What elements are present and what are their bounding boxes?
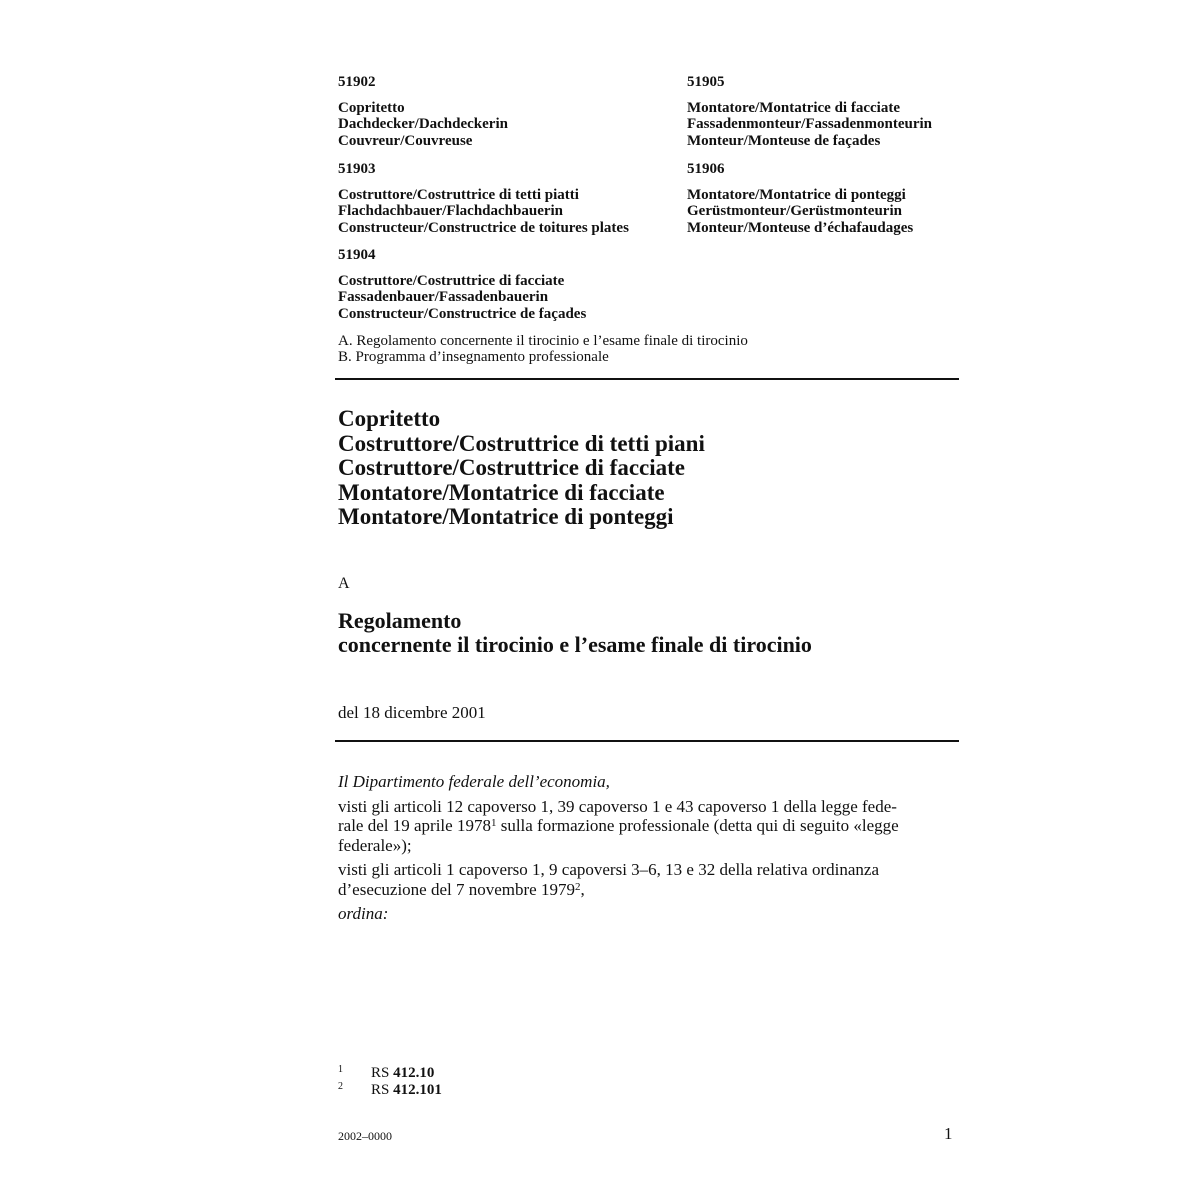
footnote-reference: 412.101 xyxy=(393,1081,442,1098)
occupation-name-de: Gerüstmonteur/Gerüstmonteurin xyxy=(687,203,902,220)
occupation-name-it: Montatore/Montatrice di facciate xyxy=(687,100,900,116)
paragraph-text: visti gli articoli 1 capoverso 1, 9 capoversi 3–6, 13 e 32 della relativa ordinanza xyxy=(338,860,879,879)
document-code: 2002–0000 xyxy=(338,1129,392,1143)
occupation-name-fr: Monteur/Monteuse d’échafaudages xyxy=(687,219,914,236)
paragraph-text: sulla formazione professionale (detta qui di seguito «legge xyxy=(496,816,899,835)
closing-word: ordina: xyxy=(338,904,389,923)
footnote-ref-2[interactable]: 2 xyxy=(574,880,581,893)
section-letter: A xyxy=(338,575,350,592)
paragraph-text: federale»); xyxy=(338,835,412,855)
paragraph-text: d’esecuzione del 7 novembre 1979 xyxy=(338,879,575,899)
part-b-line: B. Programma d’insegnamento professionale xyxy=(338,349,609,365)
occupation-name-it: Montatore/Montatrice di ponteggi xyxy=(687,187,906,203)
occupation-block-51905 xyxy=(687,74,1017,149)
occupation-name-fr: Constructeur/Constructrice de façades xyxy=(338,305,587,322)
occupation-name-it: Copritetto xyxy=(338,100,405,116)
occupation-name-de: Fassadenmonteur/Fassadenmonteurin xyxy=(687,116,933,133)
occupation-code: 51905 xyxy=(687,74,725,90)
occupation-name-fr: Constructeur/Constructrice de toitures plates xyxy=(338,219,629,236)
occupation-name-de: Fassadenbauer/Fassadenbauerin xyxy=(338,289,549,306)
preamble-paragraph-2 xyxy=(338,860,950,899)
occupation-code: 51902 xyxy=(338,74,376,90)
main-title-line: Copritetto xyxy=(338,406,441,431)
occupation-name-fr: Monteur/Monteuse de façades xyxy=(687,132,881,149)
issuing-authority: Il Dipartimento federale dell’economia, xyxy=(338,772,610,791)
main-title-line: Montatore/Montatrice di facciate xyxy=(338,479,665,505)
divider-rule-bottom xyxy=(335,740,959,742)
occupation-block-51906 xyxy=(687,161,1017,236)
footnote-prefix: RS xyxy=(371,1081,394,1098)
footnote-prefix: RS xyxy=(371,1065,394,1081)
parts-list xyxy=(338,333,748,365)
page-number: 1 xyxy=(944,1124,953,1143)
occupation-code: 51904 xyxy=(338,247,376,263)
occupation-code: 51906 xyxy=(687,161,725,177)
divider-rule-top xyxy=(335,378,959,380)
occupation-code: 51903 xyxy=(338,161,376,177)
occupation-block-51903 xyxy=(338,161,668,236)
occupation-block-51902 xyxy=(338,74,668,149)
regulation-title-line2: concernente il tirocinio e l’esame finale di tirocinio xyxy=(338,632,812,657)
occupation-block-51904 xyxy=(338,247,668,322)
main-title-line: Costruttore/Costruttrice di tetti piani xyxy=(338,430,705,456)
occupation-name-fr: Couvreur/Couvreuse xyxy=(338,132,473,149)
regulation-title-line1: Regolamento xyxy=(338,608,462,633)
main-title-line: Costruttore/Costruttrice di facciate xyxy=(338,455,685,481)
regulation-date: del 18 dicembre 2001 xyxy=(338,703,486,722)
part-a-line: A. Regolamento concernente il tirocinio e l’esame finale di tirocinio xyxy=(338,333,748,349)
paragraph-text: , xyxy=(580,879,585,899)
footnote-reference: 412.10 xyxy=(393,1065,435,1081)
preamble-paragraph-1 xyxy=(338,797,950,856)
footnotes xyxy=(338,1065,442,1098)
occupation-name-de: Flachdachbauer/Flachdachbauerin xyxy=(338,203,564,220)
regulation-title xyxy=(338,609,812,657)
footnote-2: 2 RS 412.101 xyxy=(338,1080,442,1098)
paragraph-text: visti gli articoli 12 capoverso 1, 39 capoverso 1 e 43 capoverso 1 della legge fede- xyxy=(338,796,897,816)
preamble xyxy=(338,772,950,929)
footnote-ref-1[interactable]: 1 xyxy=(490,817,497,829)
occupation-name-de: Dachdecker/Dachdeckerin xyxy=(338,116,508,133)
main-title-line: Montatore/Montatrice di ponteggi xyxy=(338,504,674,530)
main-title-block xyxy=(338,407,705,530)
occupation-name-it: Costruttore/Costruttrice di tetti piatti xyxy=(338,187,579,203)
occupation-name-it: Costruttore/Costruttrice di facciate xyxy=(338,273,565,289)
paragraph-text: rale del 19 aprile 1978 xyxy=(338,816,491,835)
footnote-1: 1 RS 412.10 xyxy=(338,1064,435,1081)
